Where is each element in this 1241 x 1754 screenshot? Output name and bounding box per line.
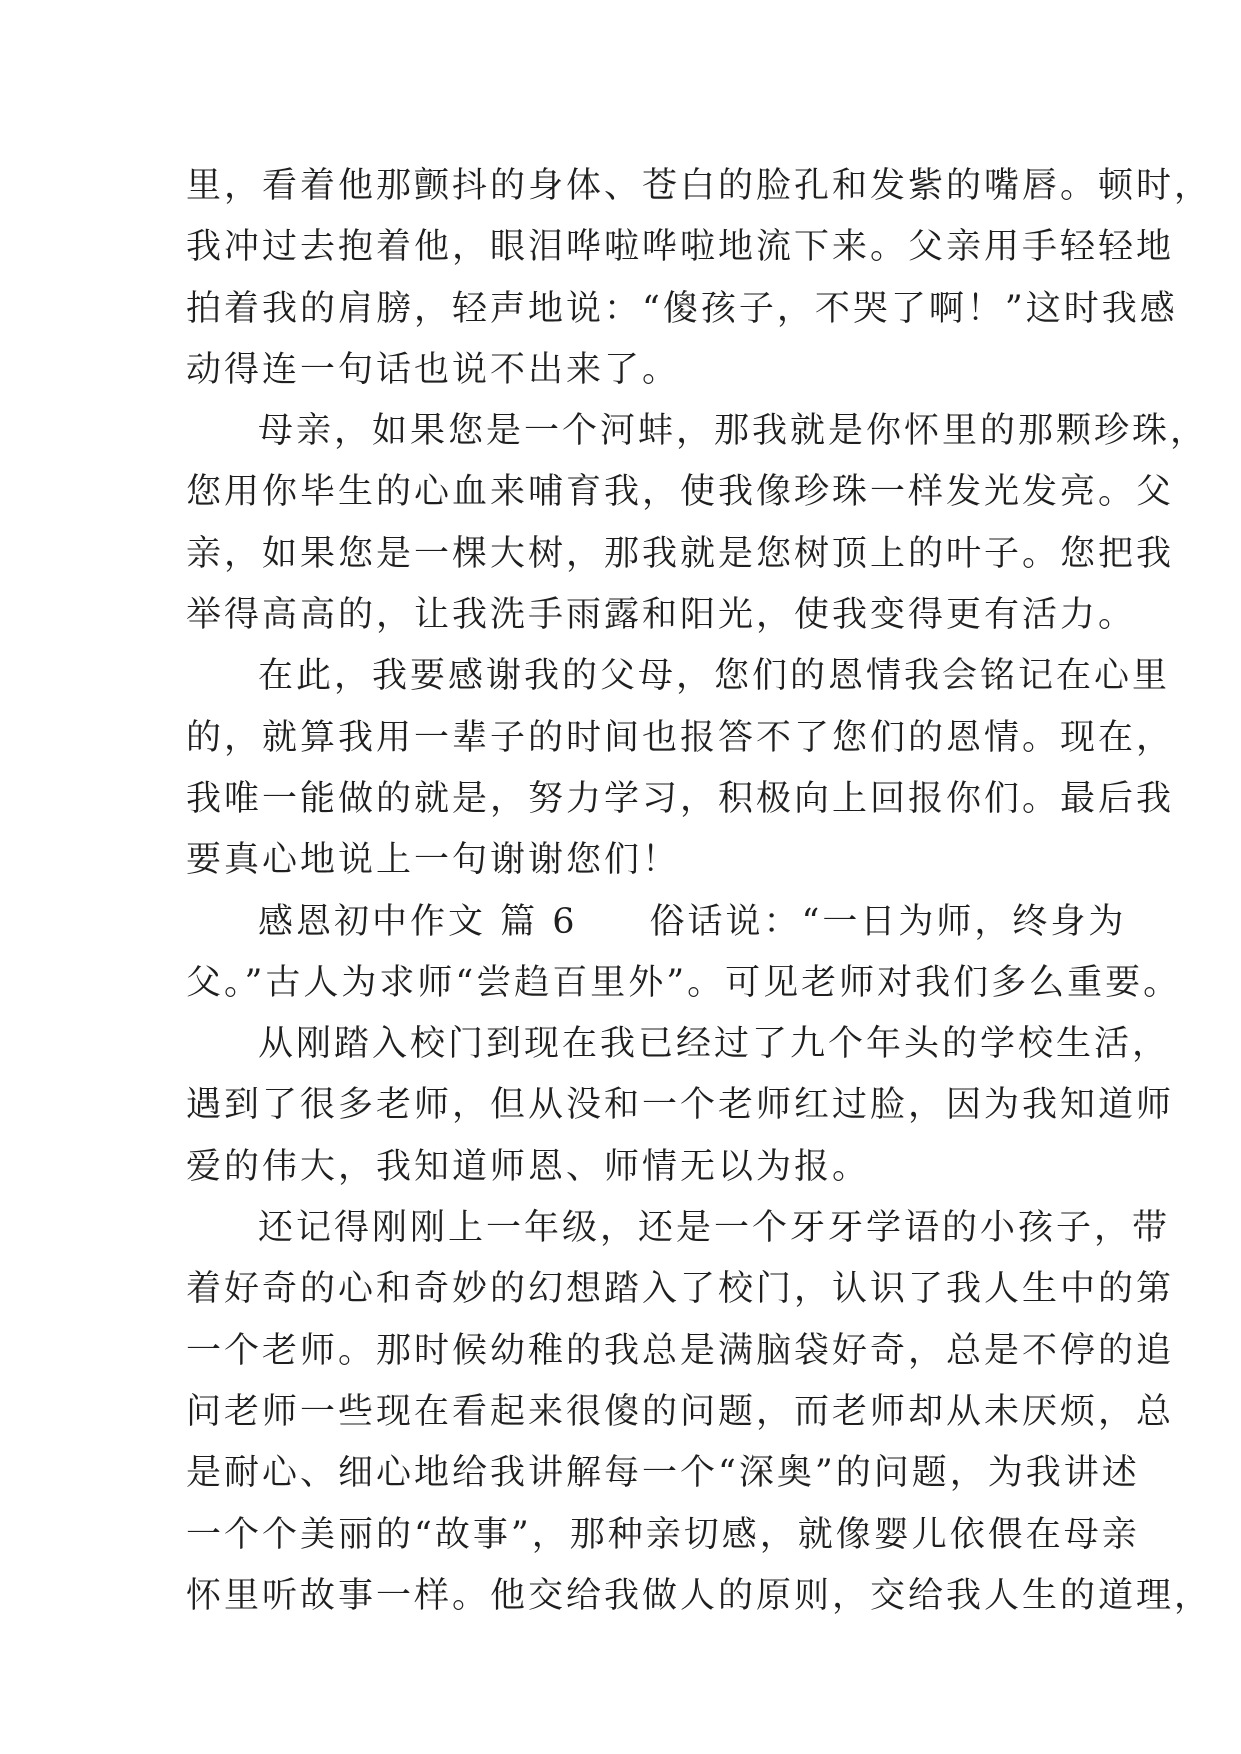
text-line: 我冲过去抱着他，眼泪哗啦哗啦地流下来。父亲用手轻轻地 xyxy=(186,227,1175,268)
text-line: 亲，如果您是一棵大树，那我就是您树顶上的叶子。您把我 xyxy=(186,533,1175,574)
text-line: 在此，我要感谢我的父母，您们的恩情我会铭记在心里 xyxy=(258,656,1171,697)
text-line: 拍着我的肩膀，轻声地说：“傻孩子，不哭了啊！”这时我感 xyxy=(186,288,1178,329)
text-line: 您用你毕生的心血来哺育我，使我像珍珠一样发光发亮。父 xyxy=(186,472,1175,513)
text-line: 问老师一些现在看起来很傻的问题，而老师却从未厌烦，总 xyxy=(186,1391,1175,1432)
text-line: 母亲，如果您是一个河蚌，那我就是你怀里的那颗珍珠， xyxy=(258,411,1209,452)
text-line: 动得连一句话也说不出来了。 xyxy=(186,349,681,390)
text-line: 遇到了很多老师，但从没和一个老师红过脸，因为我知道师 xyxy=(186,1085,1175,1126)
text-line: 里，看着他那颤抖的身体、苍白的脸孔和发紫的嘴唇。顿时， xyxy=(186,166,1213,206)
text-line: 一个老师。那时候幼稚的我总是满脑袋好奇，总是不停的追 xyxy=(186,1330,1175,1371)
text-line: 还记得刚刚上一年级，还是一个牙牙学语的小孩子，带 xyxy=(258,1208,1171,1249)
text-line: 父。”古人为求师“尝趋百里外”。可见老师对我们多么重要。 xyxy=(186,962,1182,1003)
text-line: 从刚踏入校门到现在我已经过了九个年头的学校生活， xyxy=(258,1024,1171,1065)
text-line: 要真心地说上一句谢谢您们！ xyxy=(186,840,681,881)
text-line: 的，就算我用一辈子的时间也报答不了您们的恩情。现在， xyxy=(186,717,1175,758)
text-line: 着好奇的心和奇妙的幻想踏入了校门，认识了我人生中的第 xyxy=(186,1269,1175,1310)
body-text xyxy=(186,156,1213,1627)
text-line: 我唯一能做的就是，努力学习，积极向上回报你们。最后我 xyxy=(186,778,1175,819)
text-line: 俗话说：“一日为师，终身为 xyxy=(649,901,1127,942)
text-line: 一个个美丽的“故事”，那种亲切感，就像婴儿依偎在母亲 xyxy=(186,1514,1140,1555)
section-heading: 感恩初中作文 篇 6 xyxy=(258,901,578,942)
text-line: 是耐心、细心地给我讲解每一个“深奥”的问题，为我讲述 xyxy=(186,1453,1140,1494)
section-heading-line xyxy=(186,892,1127,953)
text-line: 举得高高的，让我洗手雨露和阳光，使我变得更有活力。 xyxy=(186,595,1137,636)
text-line: 爱的伟大，我知道师恩、师情无以为报。 xyxy=(186,1146,871,1187)
text-line: 怀里听故事一样。他交给我做人的原则，交给我人生的道理， xyxy=(186,1575,1213,1616)
